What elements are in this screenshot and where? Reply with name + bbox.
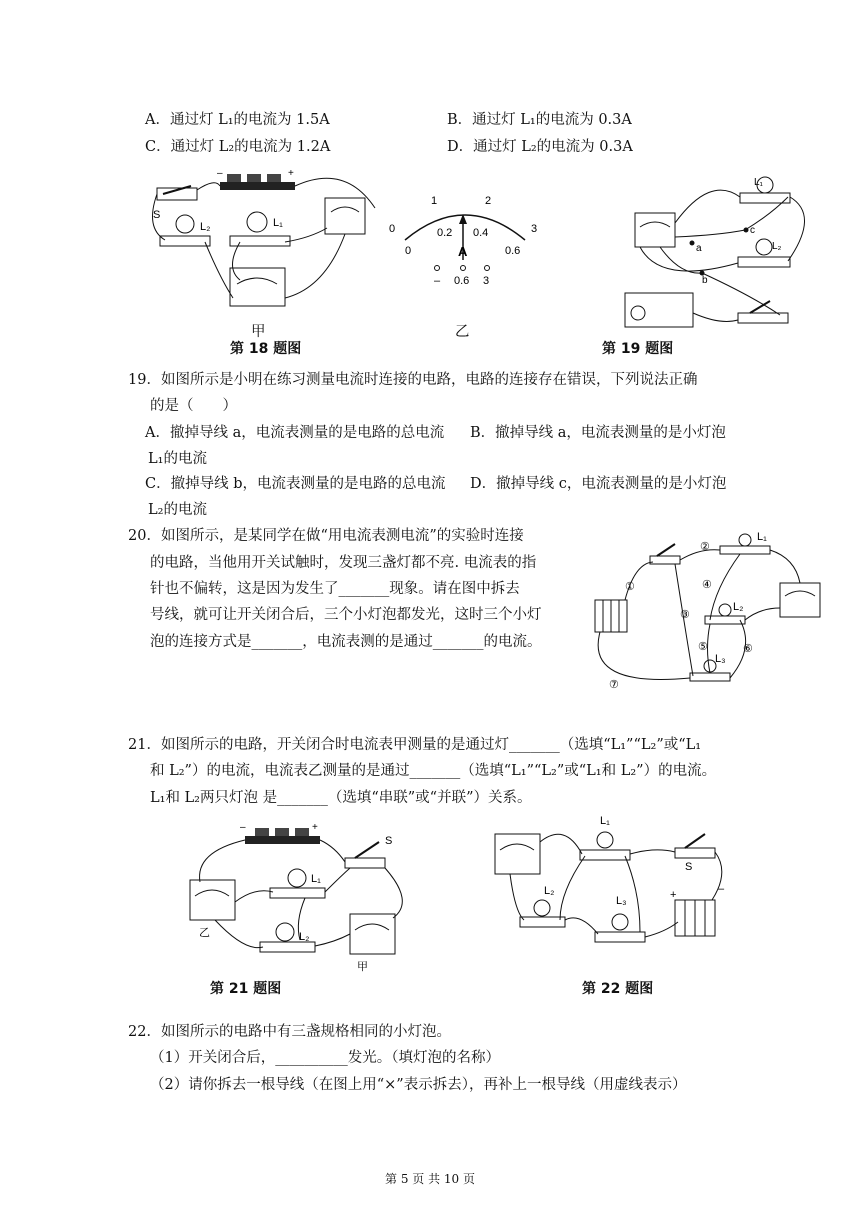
meter-tick-0: 0 bbox=[389, 223, 396, 235]
q20-line1: 20．如图所示，是某同学在做“用电流表测电流”的实验时连接 bbox=[128, 528, 524, 544]
svg-text:L₂: L₂ bbox=[733, 601, 744, 613]
svg-text:S: S bbox=[153, 209, 161, 221]
fig18-jia-circuit bbox=[145, 168, 405, 338]
meter-unit: A bbox=[458, 244, 468, 259]
q21-line1: 21．如图所示的电路，开关闭合时电流表甲测量的是通过灯_______（选填“L₁”“L₂”或“L₁ bbox=[128, 737, 702, 753]
svg-text:L₁: L₁ bbox=[757, 531, 767, 543]
fig19-l1: L₁ bbox=[754, 177, 763, 188]
fig22-caption: 第 22 题图 bbox=[582, 981, 654, 997]
q18-option-c: C．通过灯 L₂的电流为 1.2A bbox=[145, 139, 331, 155]
svg-text:L₁: L₁ bbox=[600, 815, 610, 827]
terminal-3: 3 bbox=[483, 275, 490, 287]
svg-text:+: + bbox=[312, 822, 318, 833]
fig18-label-jia: 甲 bbox=[251, 324, 266, 340]
meter-tick-1: 1 bbox=[431, 195, 438, 207]
q19-line1: 19．如图所示是小明在练习测量电流时连接的电路，电路的连接存在错误，下列说法正确 bbox=[128, 372, 698, 388]
svg-text:L₃: L₃ bbox=[715, 653, 726, 665]
q18-option-d: D．通过灯 L₂的电流为 0.3A bbox=[447, 139, 633, 155]
svg-text:④: ④ bbox=[702, 579, 712, 591]
svg-text:⑦: ⑦ bbox=[609, 679, 619, 691]
svg-text:①: ① bbox=[625, 581, 635, 593]
meter-inner-0: 0 bbox=[405, 245, 412, 257]
svg-text:L₁: L₁ bbox=[273, 217, 283, 229]
terminal-neg: – bbox=[434, 275, 441, 287]
fig19-circuit bbox=[620, 175, 820, 335]
q18-option-b: B．通过灯 L₁的电流为 0.3A bbox=[447, 112, 632, 128]
svg-text:⑤: ⑤ bbox=[698, 641, 708, 653]
fig18-label-yi: 乙 bbox=[455, 324, 470, 340]
q19-option-c: C．撤掉导线 b，电流表测量的是电路的总电流 bbox=[145, 476, 446, 492]
q22-line2: （1）开关闭合后，__________发光。（填灯泡的名称） bbox=[150, 1050, 500, 1066]
fig18-caption: 第 18 题图 bbox=[230, 341, 302, 357]
q19-option-b2: L₁的电流 bbox=[148, 451, 207, 467]
q19-line2: 的是（ ） bbox=[150, 398, 237, 414]
fig21-yi: 乙 bbox=[199, 927, 210, 939]
svg-text:②: ② bbox=[700, 541, 710, 553]
q19-option-d2: L₂的电流 bbox=[148, 502, 207, 518]
svg-text:+: + bbox=[670, 889, 677, 901]
q19-option-a: A．撤掉导线 a，电流表测量的是电路的总电流 bbox=[145, 425, 445, 441]
q18-option-a: A．通过灯 L₁的电流为 1.5A bbox=[145, 112, 330, 128]
meter-inner-06: 0.6 bbox=[505, 245, 521, 257]
svg-text:–: – bbox=[718, 883, 725, 895]
q20-line5: 泡的连接方式是_______，电流表测的是通过_______的电流。 bbox=[150, 634, 542, 650]
svg-text:L₃: L₃ bbox=[616, 895, 627, 907]
fig21-caption: 第 21 题图 bbox=[210, 981, 282, 997]
svg-text:–: – bbox=[217, 168, 223, 179]
svg-text:L₂: L₂ bbox=[299, 931, 310, 943]
fig18-yi-meter-dial bbox=[385, 190, 545, 290]
fig20-circuit bbox=[565, 528, 830, 698]
q22-line3: （2）请你拆去一根导线（在图上用“×”表示拆去），再补上一根导线（用虚线表示） bbox=[150, 1077, 687, 1093]
q20-line2: 的电路，当他用开关试触时，发现三盏灯都不亮. 电流表的指 bbox=[150, 555, 537, 571]
meter-inner-04: 0.4 bbox=[473, 227, 489, 239]
svg-text:S: S bbox=[385, 835, 393, 847]
terminal-06: 0.6 bbox=[454, 275, 470, 287]
svg-text:L₂: L₂ bbox=[544, 885, 555, 897]
svg-text:L₁: L₁ bbox=[311, 873, 321, 885]
meter-tick-3: 3 bbox=[531, 223, 538, 235]
svg-text:+: + bbox=[288, 168, 294, 179]
svg-text:③: ③ bbox=[680, 609, 690, 621]
q20-line3: 针也不偏转，这是因为发生了_______现象。请在图中拆去 bbox=[150, 581, 520, 597]
meter-tick-2: 2 bbox=[485, 195, 492, 207]
svg-text:–: – bbox=[240, 822, 246, 833]
page-footer: 第 5 页 共 10 页 bbox=[385, 1172, 475, 1186]
q20-line4: 号线，就可让开关闭合后，三个小灯泡都发光，这时三个小灯 bbox=[150, 607, 542, 623]
q21-line2: 和 L₂”）的电流，电流表乙测量的是通过_______（选填“L₁”“L₂”或“L₁和 L₂”）的电流。 bbox=[150, 763, 717, 779]
fig21-circuit bbox=[185, 822, 415, 972]
fig19-b: b bbox=[702, 275, 708, 286]
q21-line3: L₁和 L₂两只灯泡 是_______（选填“串联”或“并联”）关系。 bbox=[150, 790, 532, 806]
meter-inner-02: 0.2 bbox=[437, 227, 453, 239]
q19-option-b: B．撤掉导线 a，电流表测量的是小灯泡 bbox=[470, 425, 726, 441]
q19-option-d: D．撤掉导线 c，电流表测量的是小灯泡 bbox=[470, 476, 727, 492]
svg-text:⑥: ⑥ bbox=[743, 643, 753, 655]
svg-text:S: S bbox=[685, 861, 693, 873]
fig21-jia: 甲 bbox=[357, 961, 368, 973]
svg-text:L₂: L₂ bbox=[200, 221, 211, 233]
fig19-caption: 第 19 题图 bbox=[602, 341, 674, 357]
fig19-a: a bbox=[696, 243, 702, 254]
fig22-circuit bbox=[490, 812, 740, 972]
fig19-c: c bbox=[750, 225, 755, 236]
q22-line1: 22．如图所示的电路中有三盏规格相同的小灯泡。 bbox=[128, 1024, 451, 1040]
fig19-l2: L₂ bbox=[772, 241, 782, 252]
